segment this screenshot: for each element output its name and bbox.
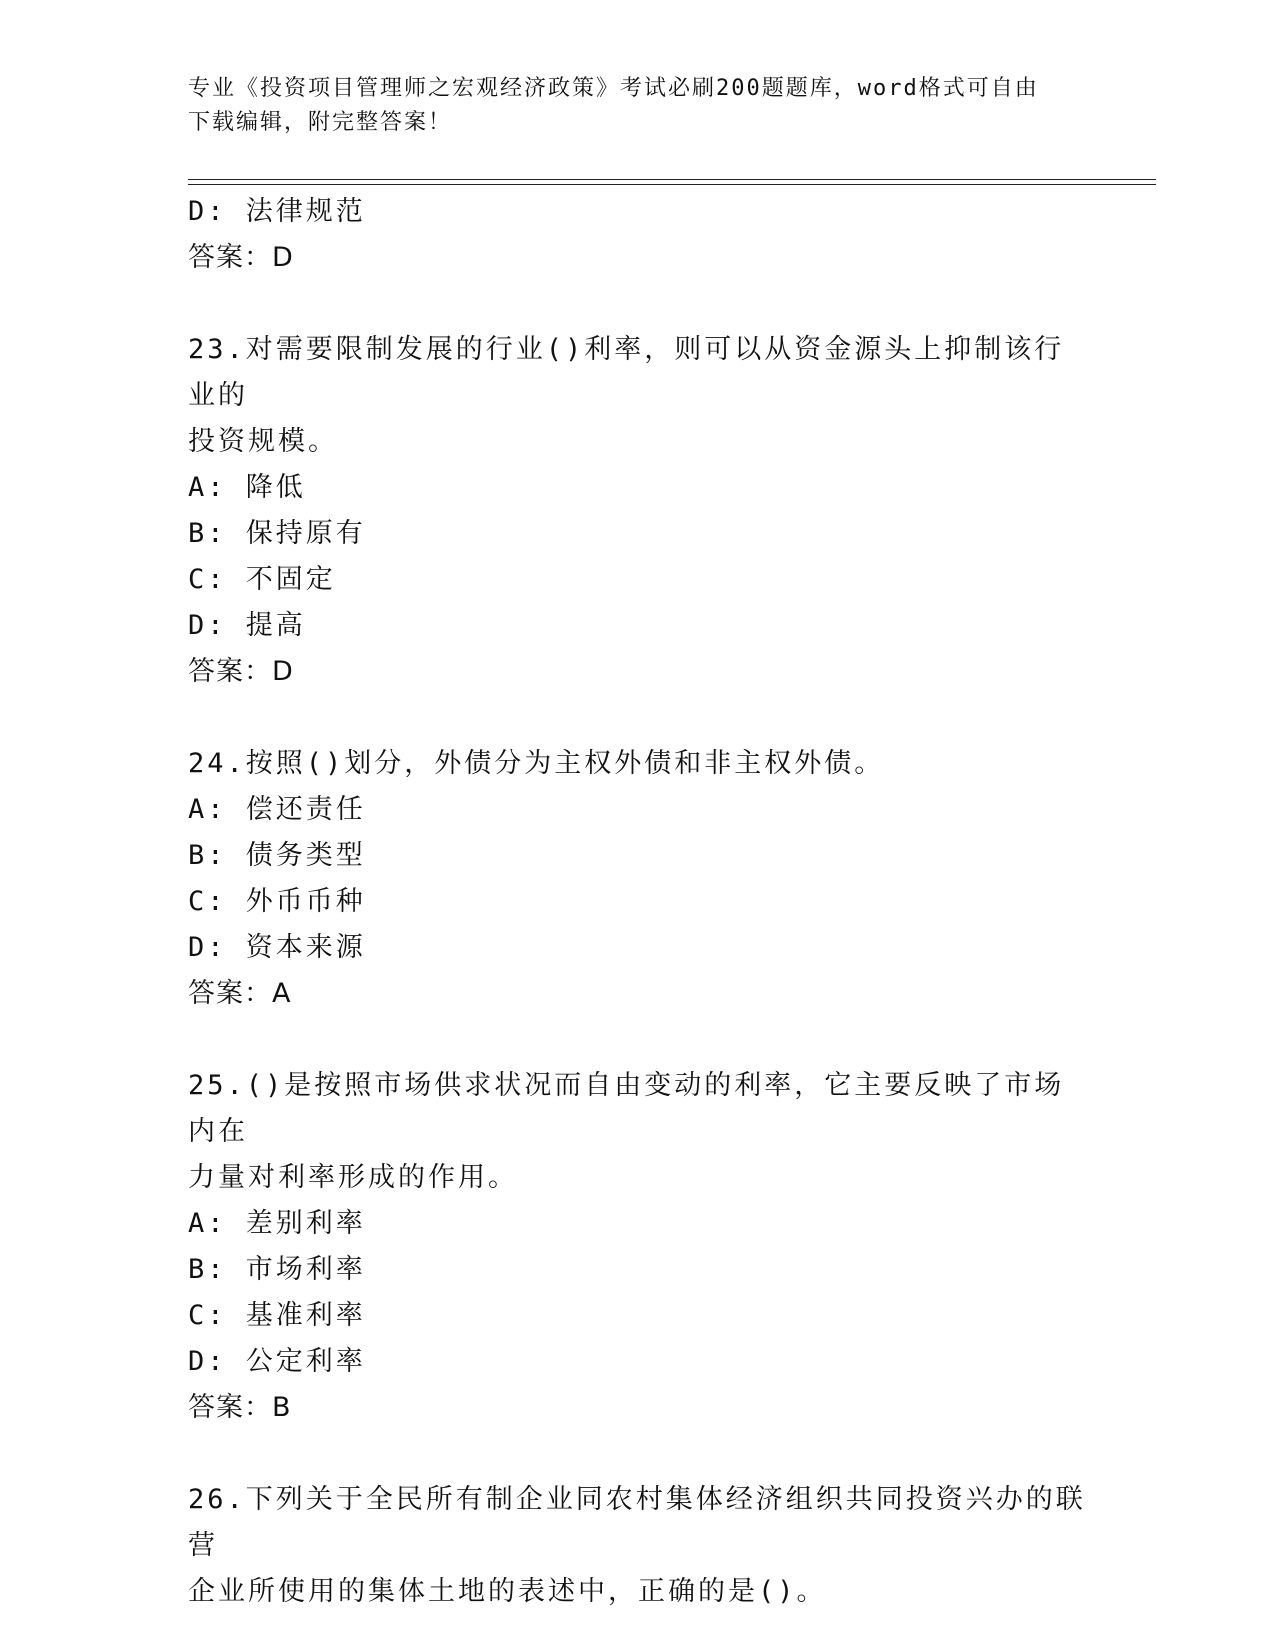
question-stem-line: 投资规模。	[188, 426, 338, 457]
answer: 答案：D	[188, 656, 294, 687]
header-line-1: 专业《投资项目管理师之宏观经济政策》考试必刷200题题库，word格式可自由	[188, 76, 1039, 101]
option-c: C: 外币币种	[188, 886, 366, 917]
question-list	[188, 189, 1088, 1615]
question-23-stem	[188, 327, 1088, 465]
question-stem-line: 力量对利率形成的作用。	[188, 1162, 518, 1193]
question-26-stem	[188, 1477, 1088, 1615]
answer: 答案：B	[188, 1392, 292, 1423]
option-a: A: 降低	[188, 472, 306, 503]
document-header	[188, 72, 1068, 140]
option-d: D: 法律规范	[188, 196, 366, 227]
option-d: D: 资本来源	[188, 932, 366, 963]
option-b: B: 市场利率	[188, 1254, 366, 1285]
option-d: D: 公定利率	[188, 1346, 366, 1377]
question-24-stem	[188, 741, 1088, 787]
option-c: C: 不固定	[188, 564, 336, 595]
option-b: B: 保持原有	[188, 518, 366, 549]
answer: 答案：D	[188, 242, 294, 273]
question-stem-line: 25.()是按照市场供求状况而自由变动的利率，它主要反映了市场内在	[188, 1070, 1065, 1147]
header-line-2: 下载编辑，附完整答案！	[188, 110, 453, 135]
option-a: A: 偿还责任	[188, 794, 366, 825]
header-divider-top	[188, 179, 1156, 180]
option-a: A: 差别利率	[188, 1208, 366, 1239]
option-d: D: 提高	[188, 610, 306, 641]
question-stem-line: 26.下列关于全民所有制企业同农村集体经济组织共同投资兴办的联营	[188, 1484, 1086, 1561]
question-stem-line: 23.对需要限制发展的行业()利率，则可以从资金源头上抑制该行业的	[188, 334, 1065, 411]
question-25-stem	[188, 1063, 1088, 1201]
header-divider-bottom	[188, 184, 1156, 185]
question-stem-line: 企业所使用的集体土地的表述中，正确的是()。	[188, 1576, 827, 1607]
question-stem-line: 24.按照()划分，外债分为主权外债和非主权外债。	[188, 748, 885, 779]
answer: 答案：A	[188, 978, 292, 1009]
option-b: B: 债务类型	[188, 840, 366, 871]
option-c: C: 基准利率	[188, 1300, 366, 1331]
